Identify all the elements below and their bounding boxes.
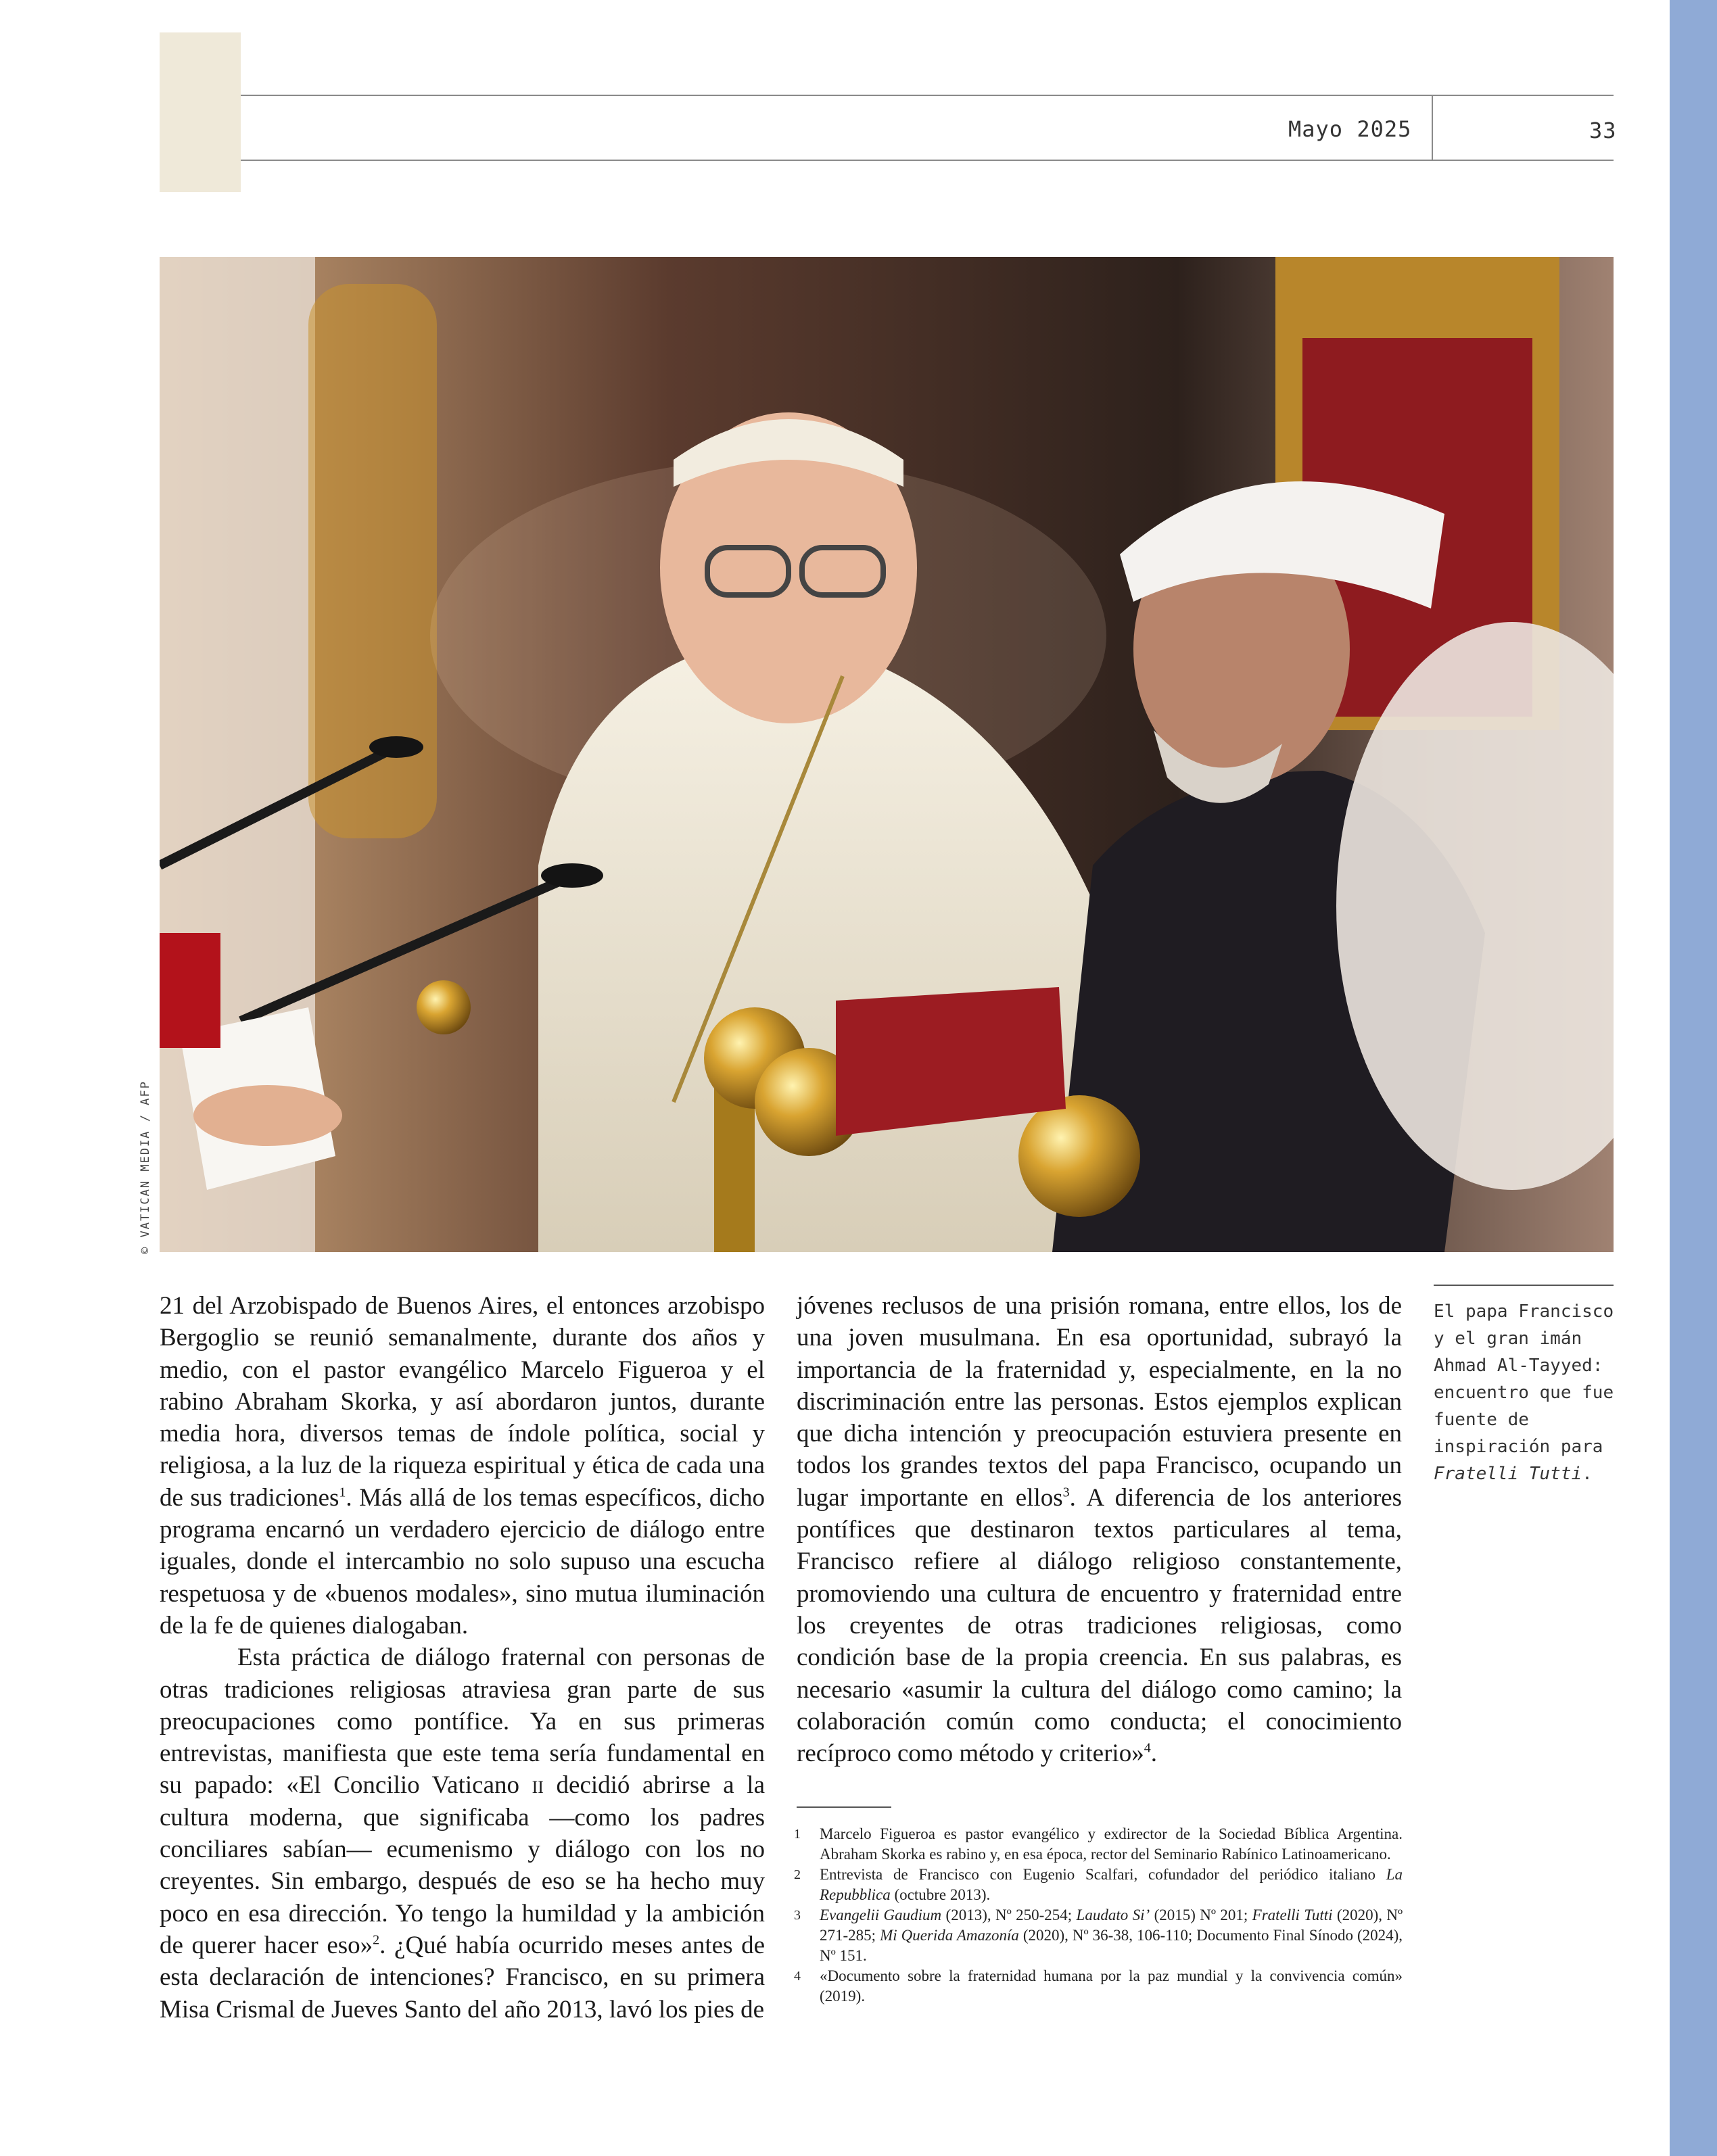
header-divider	[1432, 95, 1433, 161]
fn3-d: (2020), Nº 36-38, 106-110; Documento Final Sínodo (2024), Nº 151.	[820, 1927, 1403, 1964]
caption-text: El papa Francisco y el gran imán Ahmad Al-Tayyed: encuentro que fue fuente de inspiración para	[1434, 1301, 1614, 1457]
header-bottom-rule	[241, 160, 1614, 161]
fn3-b: (2015) Nº 201;	[1154, 1907, 1248, 1923]
footnote-number: 1	[794, 1827, 801, 1842]
fn3-title-1: Evangelii Gaudium	[820, 1907, 942, 1923]
header-date: Mayo 2025	[1288, 116, 1412, 142]
roman-numeral: ii	[532, 1771, 544, 1800]
p3-text-c: .	[1150, 1740, 1157, 1768]
paragraph-2	[160, 1642, 765, 2026]
footnote-number: 4	[794, 1969, 801, 1984]
header-top-rule	[241, 95, 1614, 96]
footnote-4	[794, 1966, 1403, 2007]
paragraph-1	[160, 1290, 765, 1642]
fn3-title-4: Mi Querida Amazonía	[880, 1927, 1019, 1944]
caption-end: .	[1582, 1464, 1593, 1484]
fn3-title-3: Fratelli Tutti	[1252, 1907, 1333, 1923]
p1-text-b: . Más allá de los temas específicos, dicho programa encarnó un verdadero ejercicio de diálogo entre iguales, donde el intercambio no solo supuso una escucha respetuosa y de «buenos modales», sino mutua iluminación de la fe de quienes dialogaban.	[160, 1483, 765, 1639]
p1-text-a: 21 del Arzobispado de Buenos Aires, el entonces arzobispo Bergoglio se reunió semanalmente, durante dos años y medio, con el pastor evangélico Marcelo Figueroa y el rabino Abraham Skorka, y así abordaron juntos, durante media hora, diversos temas de índole política, social y religiosa, a la luz de la riqueza espiritual y ética de cada una de sus tradiciones	[160, 1292, 765, 1512]
article-photo	[160, 257, 1614, 1252]
fn3-title-2: Laudato Si’	[1076, 1907, 1150, 1923]
fn3-a: (2013), Nº 250-254;	[945, 1907, 1073, 1923]
p3-text-b: . A diferencia de los anteriores pontífices que destinaron textos particulares al tema, Francisco refiere al diálogo religioso constantemente, promoviendo una cultura de encuentro y fraternidad entre los creyentes de otras tradiciones religiosas, como condición base de la propia creencia. En sus palabras, es necesario «asumir la cultura del diálogo como camino; la colaboración común como conducta; el conocimiento recíproco como método y criterio»	[797, 1483, 1402, 1768]
footnote-text: Marcelo Figueroa es pastor evangélico y exdirector de la Sociedad Bíblica Argentina. Abraham Skorka es rabino y, en esa época, rector del Seminario Rabínico Latinoamericano.	[820, 1825, 1403, 1863]
footnote-3	[794, 1905, 1403, 1966]
footnote-ref-4: 4	[1144, 1740, 1151, 1756]
footnote-rule	[797, 1806, 891, 1808]
footnote-text	[820, 1905, 1403, 1966]
footnote-number: 2	[794, 1867, 801, 1882]
footnote-ref-1: 1	[339, 1485, 346, 1500]
footnote-ref-2: 2	[373, 1932, 380, 1948]
p3-text-a: jóvenes reclusos de una prisión romana, entre ellos, los de una joven musulmana. En esa oportunidad, subrayó la importancia de la fraternidad y, especialmente, en la no discriminación entre las personas. Estos ejemplos explican que dicha intención y preocupación estuviera presente en todos los grandes textos del papa Francisco, ocupando un lugar importante en ellos	[797, 1292, 1402, 1512]
fn2-a: Entrevista de Francisco con Eugenio Scalfari, cofundador del periódico italiano	[820, 1866, 1375, 1883]
footnote-2	[794, 1865, 1403, 1905]
footnote-1	[794, 1824, 1403, 1865]
footnote-text	[820, 1865, 1403, 1905]
footnote-number: 3	[794, 1908, 801, 1923]
photo-credit: © VATICAN MEDIA / AFP	[139, 1080, 152, 1254]
p2-text-b: decidió abrirse a la cultura moderna, que significaba —como los padres conciliares sabían— ecumenismo y diálogo con los no creyentes. Sin embargo, después de eso se ha hecho muy poco en esa dirección. Yo tengo la humildad y la ambición de querer hacer eso»	[160, 1771, 765, 1959]
footnote-text: «Documento sobre la fraternidad humana por la paz mundial y la convivencia común» (2019).	[820, 1967, 1403, 2005]
body-column-1	[160, 1290, 765, 2026]
corner-accent-block	[160, 32, 241, 192]
photo-illustration	[160, 257, 1614, 1252]
fn2-title: La Repubblica	[820, 1866, 1403, 1903]
side-color-strip	[1670, 0, 1717, 2156]
caption-title: Fratelli Tutti	[1434, 1464, 1582, 1484]
footnotes	[794, 1824, 1403, 2007]
photo-caption	[1434, 1298, 1616, 1487]
p2-text-c: . ¿Qué había ocurrido meses antes de esta declaración de intenciones? Francisco, en su primera Misa Crismal de Jueves Santo del año 2013, lavó los pies de	[160, 1931, 766, 2023]
paragraph-3	[797, 1290, 1402, 1769]
body-column-2	[797, 1290, 1402, 1769]
fn3-c: (2020), Nº 271-285;	[820, 1907, 1403, 1944]
footnote-ref-3: 3	[1062, 1485, 1070, 1500]
p2-text-a: Esta práctica de diálogo fraternal con personas de otras tradiciones religiosas atraviesa gran parte de sus preocupaciones como pontífice. Ya en sus primeras entrevistas, manifiesta que este tema sería fundamental en su papado: «El Concilio Vaticano	[160, 1644, 765, 1800]
fn2-b: (octubre 2013).	[894, 1886, 991, 1903]
caption-rule	[1434, 1285, 1614, 1286]
page-number: 33	[1589, 118, 1617, 143]
